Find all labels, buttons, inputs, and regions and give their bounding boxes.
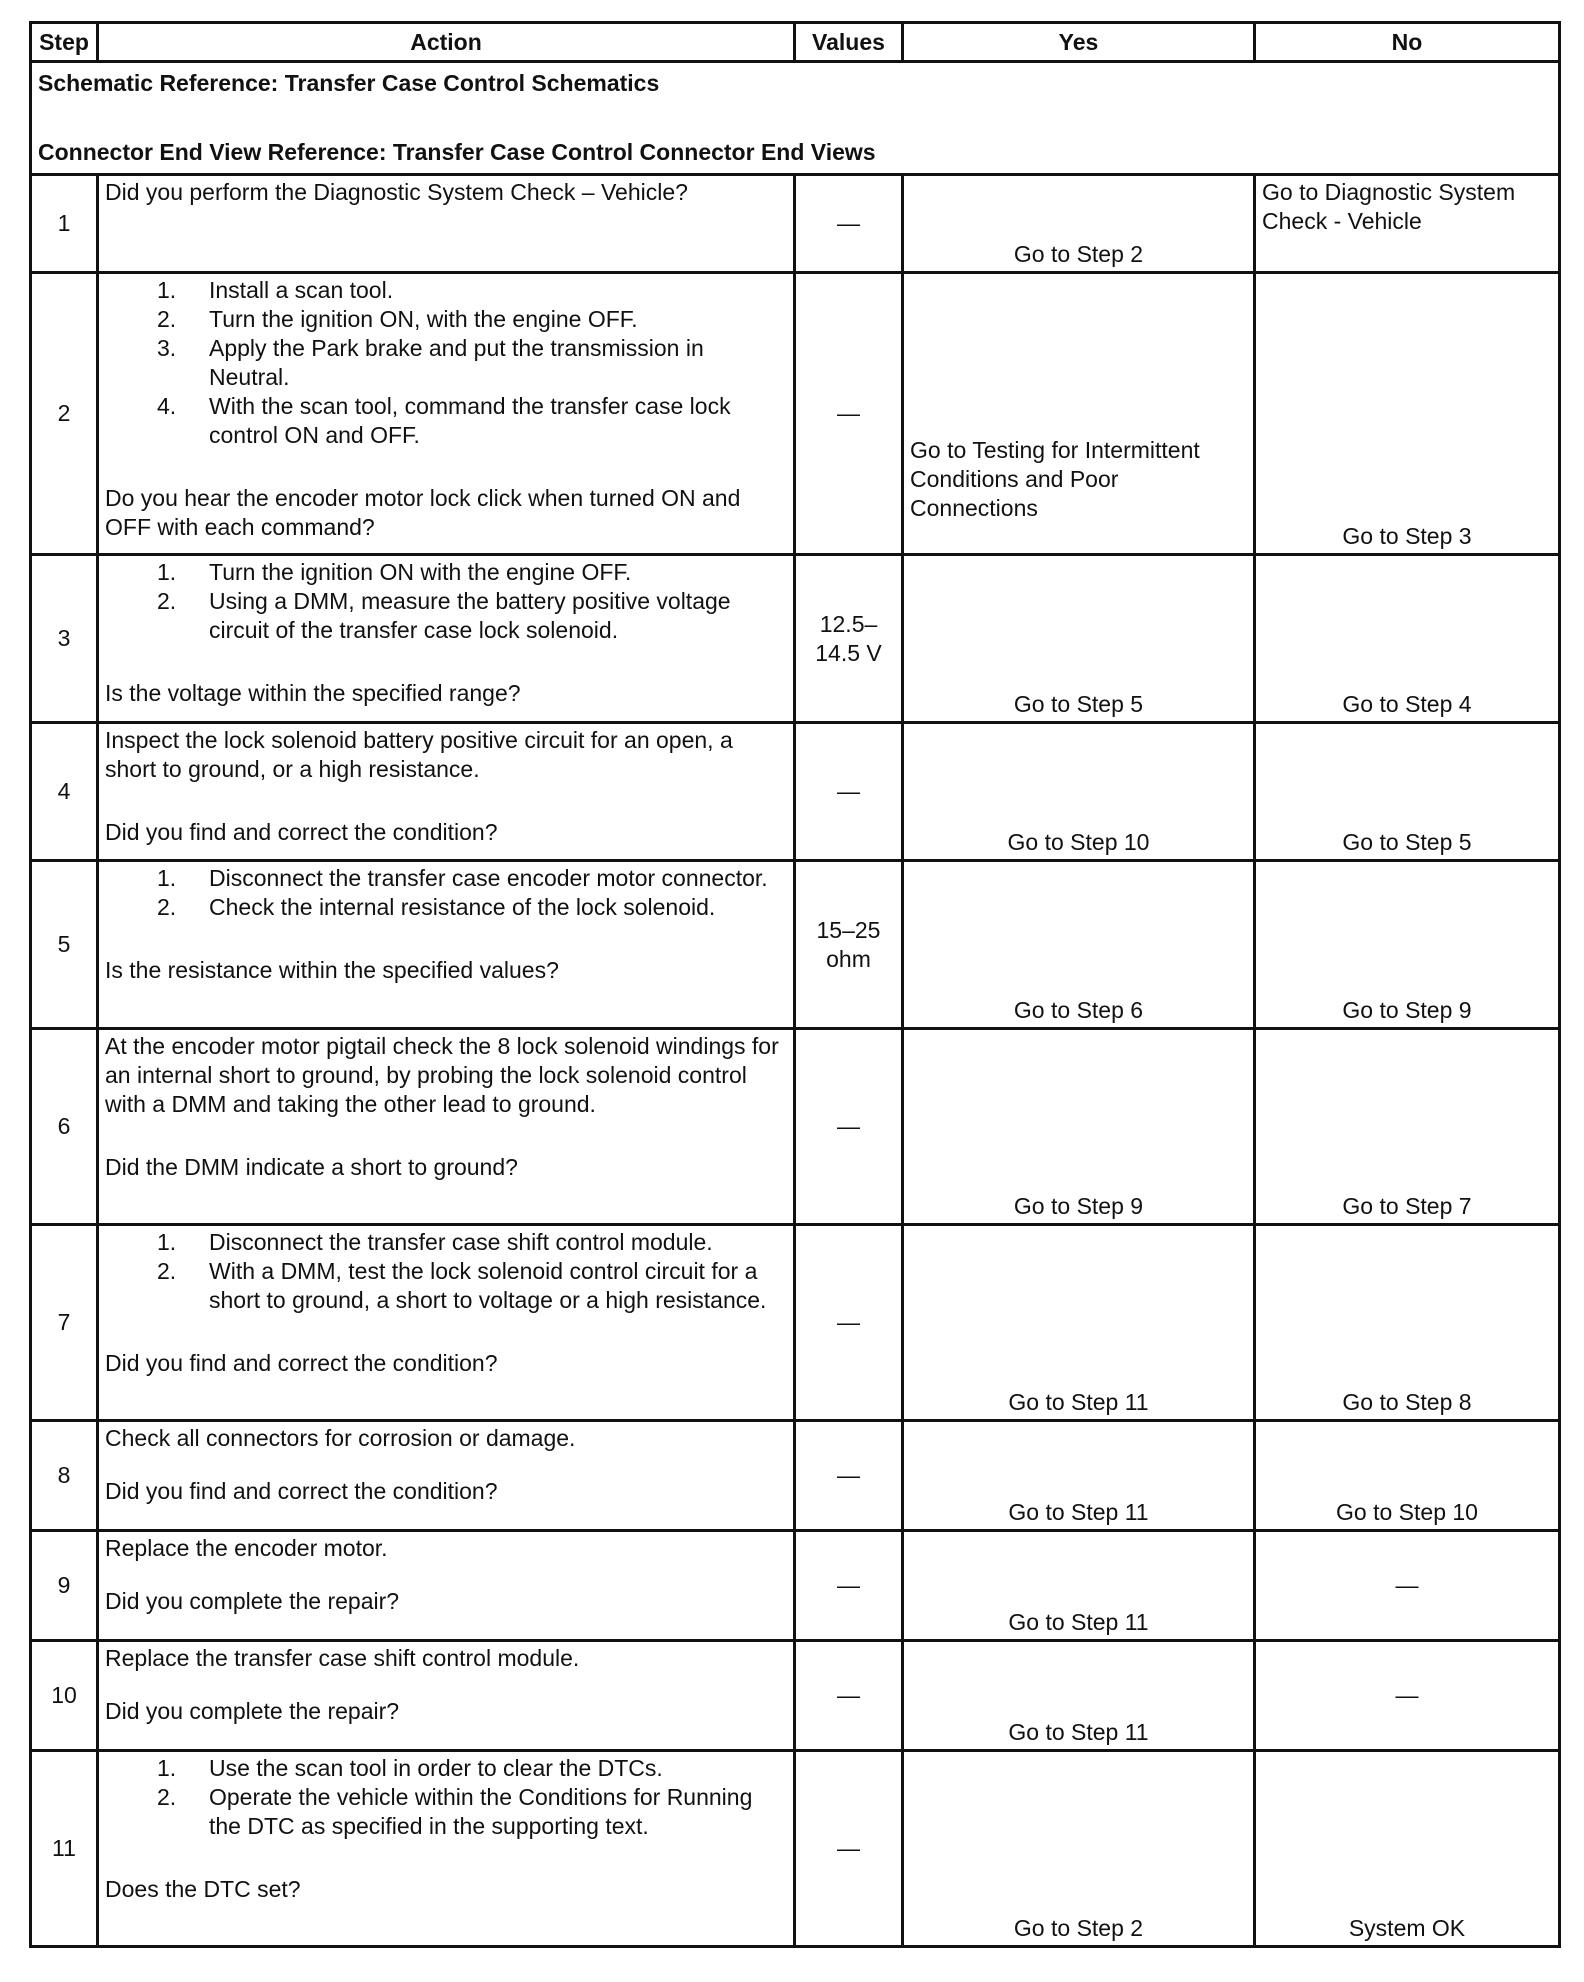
action-question: Did you complete the repair? [105,1698,400,1724]
action-step: Turn the ignition ON with the engine OFF. [209,559,632,585]
table-row [31,1531,1560,1641]
action-cell [98,555,795,723]
table-row [31,1225,1560,1421]
value-cell: — [795,1421,903,1531]
action-step: Apply the Park brake and put the transmission in Neutral. [209,335,704,390]
action-step: Use the scan tool in order to clear the DTCs. [209,1755,663,1781]
action-cell [98,861,795,1029]
action-question: Is the voltage within the specified range? [105,680,521,706]
action-cell [98,1751,795,1947]
no-cell: Go to Step 7 [1255,1029,1560,1225]
header-no: No [1255,23,1560,62]
yes-cell: Go to Step 2 [903,175,1255,273]
action-steps [105,864,787,922]
action-text: Did you perform the Diagnostic System Check – Vehicle? [105,179,688,205]
step-number: 5 [31,861,98,1029]
action-cell [98,1641,795,1751]
table-row [31,273,1560,555]
table-row [31,175,1560,273]
no-cell: Go to Step 8 [1255,1225,1560,1421]
step-number: 10 [31,1641,98,1751]
value-cell: — [795,273,903,555]
action-steps [105,558,787,645]
value-cell: — [795,723,903,861]
header-yes: Yes [903,23,1255,62]
action-cell [98,273,795,555]
value-cell: — [795,1225,903,1421]
action-question: Did you find and correct the condition? [105,1478,498,1504]
yes-cell: Go to Step 11 [903,1531,1255,1641]
action-question: Did you find and correct the condition? [105,819,498,845]
action-step: With the scan tool, command the transfer case lock control ON and OFF. [209,393,731,448]
action-text: Replace the encoder motor. [105,1535,388,1561]
schematic-reference: Schematic Reference: Transfer Case Control Schematics [38,70,660,96]
value-cell: — [795,1751,903,1947]
step-number: 1 [31,175,98,273]
action-steps [105,276,787,450]
yes-cell: Go to Step 2 [903,1751,1255,1947]
step-number: 6 [31,1029,98,1225]
action-question: Is the resistance within the specified values? [105,957,559,983]
step-number: 11 [31,1751,98,1947]
no-cell: Go to Step 9 [1255,861,1560,1029]
value-cell: 15–25 ohm [795,861,903,1029]
yes-cell: Go to Step 10 [903,723,1255,861]
step-number: 4 [31,723,98,861]
action-cell [98,1421,795,1531]
action-steps [105,1228,787,1315]
diagnostic-table [29,21,1561,1948]
connector-reference: Connector End View Reference: Transfer Case Control Connector End Views [38,139,876,165]
action-question: Did you find and correct the condition? [105,1350,498,1376]
table-row [31,555,1560,723]
value-cell: — [795,175,903,273]
header-step: Step [31,23,98,62]
table-row [31,861,1560,1029]
action-step: Using a DMM, measure the battery positive voltage circuit of the transfer case lock solenoid. [209,588,731,643]
no-cell: Go to Step 3 [1255,273,1560,555]
action-cell [98,1531,795,1641]
action-step: With a DMM, test the lock solenoid control circuit for a short to ground, a short to voltage or a high resistance. [209,1258,767,1313]
yes-text: Go to Testing for Intermittent Conditions and Poor Connections [910,437,1200,521]
yes-cell: Go to Step 9 [903,1029,1255,1225]
action-cell [98,1225,795,1421]
header-row [31,23,1560,62]
yes-cell: Go to Step 11 [903,1421,1255,1531]
header-action: Action [98,23,795,62]
reference-spacer [38,98,1552,138]
yes-cell: Go to Step 11 [903,1225,1255,1421]
no-cell: Go to Diagnostic System Check - Vehicle [1255,175,1560,273]
action-question: Did the DMM indicate a short to ground? [105,1154,518,1180]
table-row [31,1751,1560,1947]
table-row [31,1641,1560,1751]
action-step: Disconnect the transfer case encoder motor connector. [209,865,768,891]
reference-row [31,62,1560,175]
value-cell: — [795,1029,903,1225]
action-text: Inspect the lock solenoid battery positive circuit for an open, a short to ground, or a high resistance. [105,727,733,782]
action-text: At the encoder motor pigtail check the 8 lock solenoid windings for an internal short to ground, by probing the lock solenoid control with a DMM and taking the other lead to ground. [105,1033,779,1117]
action-cell [98,175,795,273]
table-row [31,723,1560,861]
action-cell [98,723,795,861]
action-step: Operate the vehicle within the Conditions for Running the DTC as specified in the supporting text. [209,1784,753,1839]
header-values: Values [795,23,903,62]
step-number: 9 [31,1531,98,1641]
action-step: Install a scan tool. [209,277,394,303]
step-number: 8 [31,1421,98,1531]
no-cell: — [1255,1531,1560,1641]
action-step: Check the internal resistance of the lock solenoid. [209,894,716,920]
step-number: 7 [31,1225,98,1421]
action-step: Turn the ignition ON, with the engine OFF. [209,306,638,332]
reference-cell [31,62,1560,175]
value-cell: 12.5–14.5 V [795,555,903,723]
yes-cell: Go to Step 11 [903,1641,1255,1751]
action-step: Disconnect the transfer case shift control module. [209,1229,713,1255]
yes-cell [903,273,1255,555]
yes-cell: Go to Step 5 [903,555,1255,723]
action-text: Check all connectors for corrosion or damage. [105,1425,576,1451]
step-number: 2 [31,273,98,555]
no-cell: — [1255,1641,1560,1751]
no-cell: Go to Step 4 [1255,555,1560,723]
value-cell: — [795,1531,903,1641]
value-cell: — [795,1641,903,1751]
action-steps [105,1754,787,1841]
action-cell [98,1029,795,1225]
no-cell: Go to Step 10 [1255,1421,1560,1531]
table-row [31,1029,1560,1225]
action-question: Did you complete the repair? [105,1588,400,1614]
yes-cell: Go to Step 6 [903,861,1255,1029]
action-question: Does the DTC set? [105,1876,301,1902]
no-cell: System OK [1255,1751,1560,1947]
no-cell: Go to Step 5 [1255,723,1560,861]
table-row [31,1421,1560,1531]
action-text: Replace the transfer case shift control module. [105,1645,580,1671]
step-number: 3 [31,555,98,723]
action-question: Do you hear the encoder motor lock click when turned ON and OFF with each command? [105,485,741,540]
